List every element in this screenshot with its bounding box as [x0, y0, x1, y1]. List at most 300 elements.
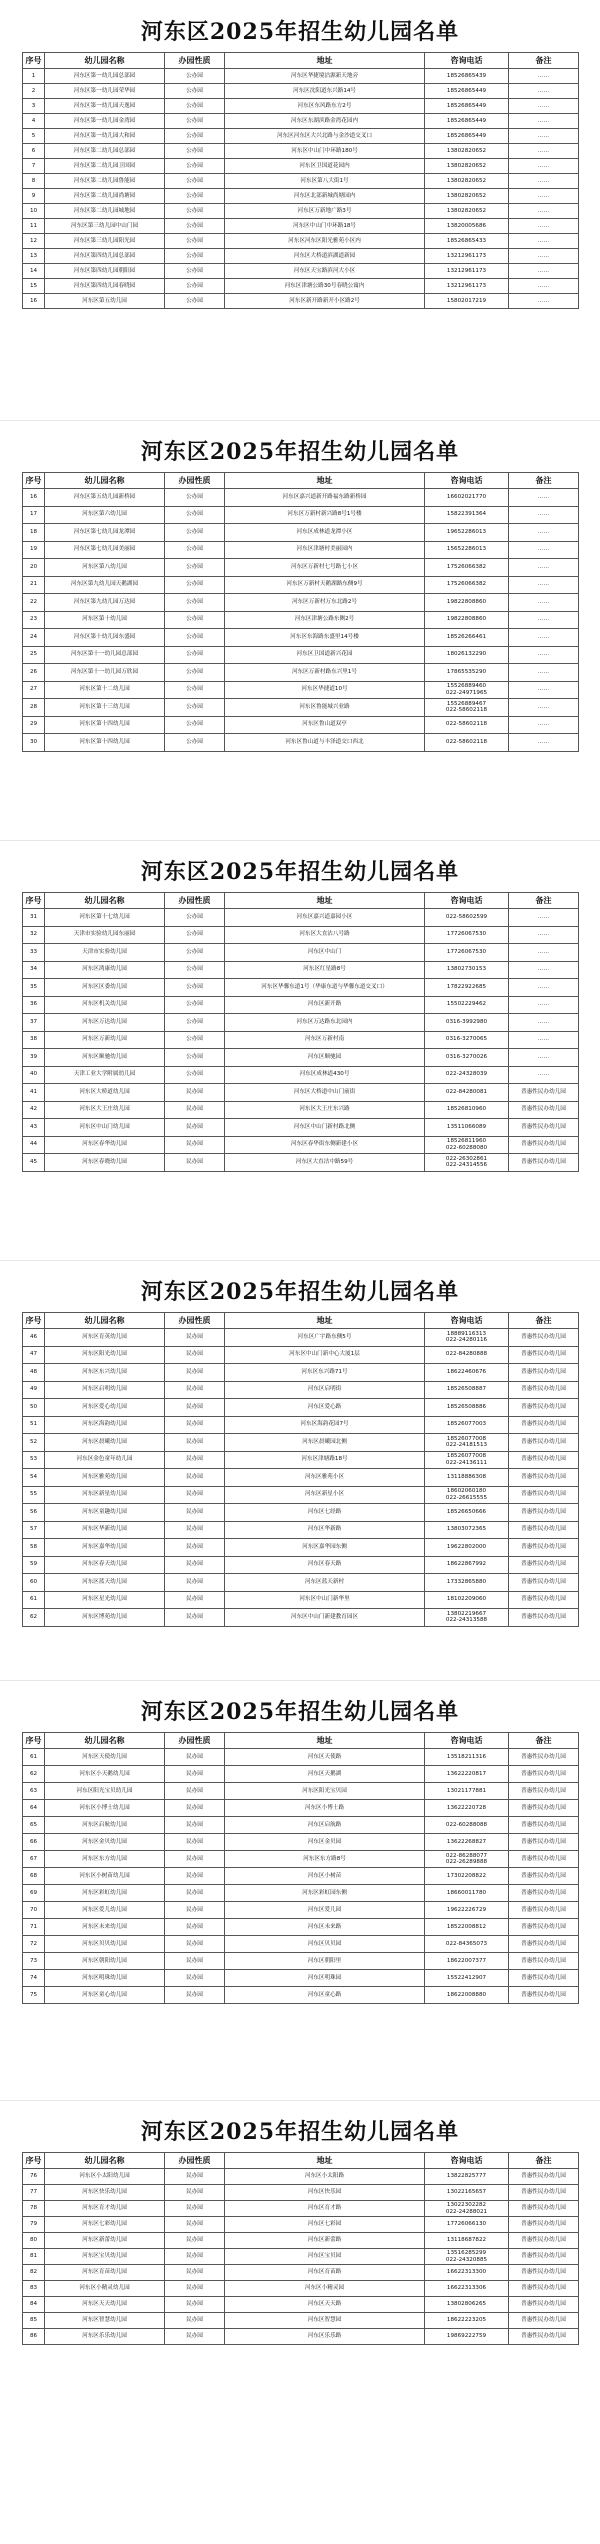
remark: ……	[509, 996, 579, 1014]
school-type: 民办园	[165, 1953, 225, 1970]
page-divider	[0, 1680, 600, 1681]
remark: 普惠性民办幼儿园	[509, 1451, 579, 1469]
school-type: 民办园	[165, 1101, 225, 1119]
column-header: 咨询电话	[425, 1733, 509, 1749]
kindergarten-name: 河东区朝阳幼儿园	[45, 1953, 165, 1970]
school-type: 民办园	[165, 1817, 225, 1834]
phone: 18526508887	[425, 1381, 509, 1399]
row-number: 86	[23, 2329, 45, 2345]
table-row	[23, 1049, 579, 1067]
table-row	[23, 2217, 579, 2233]
address: 河东区鲁山道双亭	[225, 716, 425, 734]
column-header: 序号	[23, 1733, 45, 1749]
address: 河东区爱儿园	[225, 1902, 425, 1919]
row-number: 35	[23, 979, 45, 997]
table-row	[23, 2281, 579, 2297]
row-number: 59	[23, 1556, 45, 1574]
address: 河东区快乐园	[225, 2185, 425, 2201]
school-type: 民办园	[165, 1574, 225, 1592]
table-row	[23, 961, 579, 979]
list-page	[0, 428, 600, 745]
kindergarten-name: 河东区大桥道幼儿园	[45, 1084, 165, 1102]
phone: 13802820652	[425, 159, 509, 174]
row-number: 34	[23, 961, 45, 979]
page-title: 河东区2025年招生幼儿园名单	[140, 2119, 460, 2145]
school-type: 民办园	[165, 2201, 225, 2217]
table-header	[23, 1313, 579, 1329]
column-header: 地址	[225, 893, 425, 909]
school-type: 民办园	[165, 2297, 225, 2313]
address: 河东区中山门中环路18号	[225, 219, 425, 234]
phone: 18526865449	[425, 114, 509, 129]
row-number: 52	[23, 1434, 45, 1452]
row-number: 77	[23, 2185, 45, 2201]
kindergarten-name: 河东区阳光宝贝幼儿园	[45, 1783, 165, 1800]
remark: 普惠性民办幼儿园	[509, 1591, 579, 1609]
kindergarten-name: 河东区鸿康幼儿园	[45, 961, 165, 979]
table-row	[23, 996, 579, 1014]
phone: 19822808860	[425, 611, 509, 629]
kindergarten-name: 河东区华新幼儿园	[45, 1521, 165, 1539]
phone: 13021177881	[425, 1783, 509, 1800]
school-type: 公办园	[165, 734, 225, 752]
phone: 13118687822	[425, 2233, 509, 2249]
remark: ……	[509, 646, 579, 664]
row-number: 45	[23, 1154, 45, 1172]
remark: ……	[509, 926, 579, 944]
table-row	[23, 129, 579, 144]
kindergarten-name: 河东区晨曦幼儿园	[45, 1434, 165, 1452]
table-row	[23, 294, 579, 309]
school-type: 民办园	[165, 1609, 225, 1627]
kindergarten-name: 河东区第二幼儿园城地园	[45, 204, 165, 219]
phone: 17726066130	[425, 2217, 509, 2233]
kindergarten-name: 河东区第十一幼儿园万欣园	[45, 664, 165, 682]
row-number: 61	[23, 1749, 45, 1766]
column-header: 序号	[23, 1313, 45, 1329]
table-row	[23, 1987, 579, 2004]
kindergarten-name: 河东区阳光幼儿园	[45, 1346, 165, 1364]
phone: 17726067530	[425, 944, 509, 962]
address: 河东区大桥道中山门前街	[225, 1084, 425, 1102]
row-number: 14	[23, 264, 45, 279]
school-type: 民办园	[165, 1346, 225, 1364]
kindergarten-name: 天津市实验幼儿园	[45, 944, 165, 962]
phone: 13820005686	[425, 219, 509, 234]
kindergarten-name: 河东区未来幼儿园	[45, 1919, 165, 1936]
table-row	[23, 1817, 579, 1834]
phone: 19822808860	[425, 594, 509, 612]
school-type: 民办园	[165, 1834, 225, 1851]
kindergarten-name: 河东区嘉华幼儿园	[45, 1539, 165, 1557]
remark: 普惠性民办幼儿园	[509, 2169, 579, 2185]
phone: 18026132290	[425, 646, 509, 664]
kindergarten-name: 河东区小太阳幼儿园	[45, 2169, 165, 2185]
school-type: 民办园	[165, 2329, 225, 2345]
remark: ……	[509, 279, 579, 294]
phone: 18526266461	[425, 629, 509, 647]
remark: 普惠性民办幼儿园	[509, 1574, 579, 1592]
column-header: 办园性质	[165, 893, 225, 909]
row-number: 26	[23, 664, 45, 682]
address: 河东区津塘公路30号春晓公寓内	[225, 279, 425, 294]
address: 河东区万新村南	[225, 1031, 425, 1049]
remark: ……	[509, 294, 579, 309]
table-row	[23, 1119, 579, 1137]
kindergarten-name: 河东区第一幼儿园天逸园	[45, 99, 165, 114]
address: 河东区广宇路东侧5号	[225, 1329, 425, 1347]
table-row	[23, 524, 579, 542]
table-row	[23, 1136, 579, 1154]
kindergarten-name: 河东区第四幼儿园朝阳园	[45, 264, 165, 279]
address: 河东区嘉兴道新开路福东路新桥园	[225, 489, 425, 507]
address: 河东区华捷道10号	[225, 681, 425, 699]
column-header: 咨询电话	[425, 53, 509, 69]
remark: 普惠性民办幼儿园	[509, 1381, 579, 1399]
kindergarten-name: 河东区第九幼儿园万达园	[45, 594, 165, 612]
remark: 普惠性民办幼儿园	[509, 1119, 579, 1137]
school-type: 公办园	[165, 996, 225, 1014]
address: 河东区鲁山道与丰泽道交口西北	[225, 734, 425, 752]
remark: 普惠性民办幼儿园	[509, 2313, 579, 2329]
phone: 0316-3270026	[425, 1049, 509, 1067]
school-type: 民办园	[165, 2169, 225, 2185]
school-type: 民办园	[165, 1591, 225, 1609]
address: 河东区卫国道花园内	[225, 159, 425, 174]
address: 河东区天鹅湖	[225, 1766, 425, 1783]
school-type: 公办园	[165, 926, 225, 944]
address: 河东区中山门新中心大厦1层	[225, 1346, 425, 1364]
school-type: 公办园	[165, 204, 225, 219]
address: 河东区春华街东侧新建小区	[225, 1136, 425, 1154]
table-row	[23, 1539, 579, 1557]
table-row	[23, 506, 579, 524]
school-type: 公办园	[165, 174, 225, 189]
remark: 普惠性民办幼儿园	[509, 1970, 579, 1987]
kindergarten-name: 河东区第九幼儿园天鹅湖园	[45, 576, 165, 594]
table-row	[23, 1416, 579, 1434]
page-title: 河东区2025年招生幼儿园名单	[140, 1699, 460, 1725]
remark: ……	[509, 541, 579, 559]
column-header: 幼儿园名称	[45, 1733, 165, 1749]
phone: 17332865880	[425, 1574, 509, 1592]
remark: 普惠性民办幼儿园	[509, 1609, 579, 1627]
row-number: 6	[23, 144, 45, 159]
phone: 022-58602118	[425, 716, 509, 734]
row-number: 47	[23, 1346, 45, 1364]
remark: ……	[509, 524, 579, 542]
table-row	[23, 204, 579, 219]
table-row	[23, 159, 579, 174]
kindergarten-name: 河东区第十幼儿园	[45, 611, 165, 629]
row-number: 49	[23, 1381, 45, 1399]
kindergarten-name: 河东区明珠幼儿园	[45, 1970, 165, 1987]
row-number: 42	[23, 1101, 45, 1119]
kindergarten-name: 河东区第一幼儿园总部园	[45, 69, 165, 84]
table-row	[23, 909, 579, 927]
row-number: 81	[23, 2249, 45, 2265]
address: 河东区智慧园	[225, 2313, 425, 2329]
row-number: 54	[23, 1469, 45, 1487]
remark: ……	[509, 264, 579, 279]
school-type: 民办园	[165, 2217, 225, 2233]
kindergarten-table	[22, 52, 579, 309]
school-type: 公办园	[165, 699, 225, 717]
kindergarten-name: 河东区爱心幼儿园	[45, 1399, 165, 1417]
school-type: 公办园	[165, 84, 225, 99]
column-header: 咨询电话	[425, 1313, 509, 1329]
remark: 普惠性民办幼儿园	[509, 1987, 579, 2004]
table-row	[23, 734, 579, 752]
table-row	[23, 1556, 579, 1574]
address: 河东区中山门新建教育园区	[225, 1609, 425, 1627]
phone: 15802017219	[425, 294, 509, 309]
address: 河东区北部新城尚塘园内	[225, 189, 425, 204]
remark: ……	[509, 629, 579, 647]
kindergarten-name: 河东区金色童年幼儿园	[45, 1451, 165, 1469]
kindergarten-name: 河东区第七幼儿园美丽园	[45, 541, 165, 559]
row-number: 16	[23, 294, 45, 309]
page-title: 河东区2025年招生幼儿园名单	[140, 859, 460, 885]
school-type: 民办园	[165, 1364, 225, 1382]
phone: 13802820652	[425, 189, 509, 204]
school-type: 民办园	[165, 1434, 225, 1452]
address: 河东区天宝路滨河大小区	[225, 264, 425, 279]
address: 河东区万新村天鹅湖路东侧9号	[225, 576, 425, 594]
remark: 普惠性民办幼儿园	[509, 1364, 579, 1382]
page-title: 河东区2025年招生幼儿园名单	[140, 439, 460, 465]
address: 河东区新蕾路	[225, 2233, 425, 2249]
kindergarten-name: 河东区博苑幼儿园	[45, 1609, 165, 1627]
kindergarten-name: 河东区春天幼儿园	[45, 1556, 165, 1574]
table-row	[23, 1381, 579, 1399]
school-type: 公办园	[165, 129, 225, 144]
phone: 19869222759	[425, 2329, 509, 2345]
table-row	[23, 559, 579, 577]
school-type: 民办园	[165, 2233, 225, 2249]
remark: ……	[509, 489, 579, 507]
phone: 18526865449	[425, 84, 509, 99]
phone: 18602060180 022-26615555	[425, 1486, 509, 1504]
phone: 13802219667 022-24313588	[425, 1609, 509, 1627]
phone: 15652286013	[425, 541, 509, 559]
row-number: 17	[23, 506, 45, 524]
school-type: 民办园	[165, 1416, 225, 1434]
school-type: 公办园	[165, 1066, 225, 1084]
phone: 17865535290	[425, 664, 509, 682]
phone: 13511066089	[425, 1119, 509, 1137]
school-type: 公办园	[165, 189, 225, 204]
table-row	[23, 944, 579, 962]
row-number: 20	[23, 559, 45, 577]
table-row	[23, 279, 579, 294]
kindergarten-table	[22, 892, 579, 1172]
phone: 18526077003	[425, 1416, 509, 1434]
kindergarten-name: 河东区七彩幼儿园	[45, 2217, 165, 2233]
remark: 普惠性民办幼儿园	[509, 1136, 579, 1154]
column-header: 幼儿园名称	[45, 893, 165, 909]
kindergarten-name: 河东区育苗幼儿园	[45, 2265, 165, 2281]
table-row	[23, 1469, 579, 1487]
column-header: 幼儿园名称	[45, 2153, 165, 2169]
school-type: 民办园	[165, 1486, 225, 1504]
table-row	[23, 69, 579, 84]
address: 河东区万新村七号路七小区	[225, 559, 425, 577]
address: 河东区新星小区	[225, 1486, 425, 1504]
page-divider	[0, 840, 600, 841]
list-page	[0, 848, 600, 1169]
row-number: 11	[23, 219, 45, 234]
column-header: 幼儿园名称	[45, 53, 165, 69]
address: 河东区小太阳路	[225, 2169, 425, 2185]
list-page	[0, 1688, 600, 1998]
column-header: 备注	[509, 2153, 579, 2169]
school-type: 公办园	[165, 944, 225, 962]
school-type: 民办园	[165, 1084, 225, 1102]
kindergarten-name: 河东区小树苗幼儿园	[45, 1868, 165, 1885]
row-number: 21	[23, 576, 45, 594]
kindergarten-name: 河东区第十一幼儿园总部园	[45, 646, 165, 664]
column-header: 备注	[509, 473, 579, 489]
kindergarten-name: 河东区智慧幼儿园	[45, 2313, 165, 2329]
remark: 普惠性民办幼儿园	[509, 1486, 579, 1504]
phone: 15502229462	[425, 996, 509, 1014]
address: 河东区育苗路	[225, 2265, 425, 2281]
kindergarten-name: 河东区彩虹幼儿园	[45, 1885, 165, 1902]
remark: ……	[509, 559, 579, 577]
column-header: 序号	[23, 893, 45, 909]
remark: ……	[509, 961, 579, 979]
row-number: 46	[23, 1329, 45, 1347]
school-type: 民办园	[165, 2185, 225, 2201]
column-header: 地址	[225, 1313, 425, 1329]
kindergarten-name: 河东区第一幼儿园大和园	[45, 129, 165, 144]
kindergarten-name: 河东区第五幼儿园新桥园	[45, 489, 165, 507]
address: 河东区嘉华园东侧	[225, 1539, 425, 1557]
kindergarten-name: 河东区第七幼儿园龙潭园	[45, 524, 165, 542]
remark: ……	[509, 611, 579, 629]
kindergarten-name: 河东区第一幼儿园金湾园	[45, 114, 165, 129]
remark: ……	[509, 979, 579, 997]
row-number: 3	[23, 99, 45, 114]
row-number: 75	[23, 1987, 45, 2004]
kindergarten-name: 河东区爱儿幼儿园	[45, 1902, 165, 1919]
remark: ……	[509, 144, 579, 159]
address: 河东区雅苑小区	[225, 1469, 425, 1487]
phone: 022-84365073	[425, 1936, 509, 1953]
kindergarten-name: 河东区第六幼儿园	[45, 506, 165, 524]
school-type: 公办园	[165, 559, 225, 577]
row-number: 4	[23, 114, 45, 129]
table-row	[23, 664, 579, 682]
address: 河东区蓝天新村	[225, 1574, 425, 1592]
phone: 13802730153	[425, 961, 509, 979]
address: 河东区贝贝园	[225, 1936, 425, 1953]
remark: 普惠性民办幼儿园	[509, 1834, 579, 1851]
address: 河东区大桥道滨湖道新园	[225, 249, 425, 264]
school-type: 民办园	[165, 1504, 225, 1522]
address: 河东区天天路	[225, 2297, 425, 2313]
school-type: 民办园	[165, 1766, 225, 1783]
remark: 普惠性民办幼儿园	[509, 1539, 579, 1557]
address: 河东区卫国道新兴花园	[225, 646, 425, 664]
address: 河东区第八大街1号	[225, 174, 425, 189]
row-number: 12	[23, 234, 45, 249]
phone: 13802806265	[425, 2297, 509, 2313]
table-row	[23, 1591, 579, 1609]
kindergarten-name: 河东区区委幼儿园	[45, 979, 165, 997]
row-number: 69	[23, 1885, 45, 1902]
phone: 19652286013	[425, 524, 509, 542]
column-header: 办园性质	[165, 473, 225, 489]
remark: ……	[509, 734, 579, 752]
address: 河东区沈阳道东兴路14号	[225, 84, 425, 99]
table-row	[23, 489, 579, 507]
remark: 普惠性民办幼儿园	[509, 1851, 579, 1868]
address: 河东区河东区大兴北路与金沙道交叉口	[225, 129, 425, 144]
school-type: 公办园	[165, 114, 225, 129]
row-number: 80	[23, 2233, 45, 2249]
phone: 18660011780	[425, 1885, 509, 1902]
row-number: 65	[23, 1817, 45, 1834]
remark: ……	[509, 909, 579, 927]
address: 河东区嘉兴道嘉园小区	[225, 909, 425, 927]
column-header: 序号	[23, 2153, 45, 2169]
row-number: 31	[23, 909, 45, 927]
address: 河东区中山门	[225, 944, 425, 962]
school-type: 民办园	[165, 2313, 225, 2329]
kindergarten-name: 河东区第十三幼儿园	[45, 699, 165, 717]
school-type: 公办园	[165, 249, 225, 264]
school-type: 公办园	[165, 961, 225, 979]
column-header: 咨询电话	[425, 2153, 509, 2169]
school-type: 民办园	[165, 1783, 225, 1800]
kindergarten-name: 河东区顺驰幼儿园	[45, 1049, 165, 1067]
school-type: 公办园	[165, 219, 225, 234]
address: 河东区华新路	[225, 1521, 425, 1539]
table-row	[23, 1399, 579, 1417]
column-header: 咨询电话	[425, 473, 509, 489]
table-row	[23, 1902, 579, 1919]
page-divider	[0, 2100, 600, 2101]
phone: 18522008812	[425, 1919, 509, 1936]
phone: 17526066382	[425, 576, 509, 594]
table-row	[23, 1521, 579, 1539]
table-row	[23, 1346, 579, 1364]
phone: 16622313300	[425, 2265, 509, 2281]
row-number: 38	[23, 1031, 45, 1049]
kindergarten-name: 河东区第二幼儿园总部园	[45, 144, 165, 159]
phone: 13518211316	[425, 1749, 509, 1766]
column-header: 备注	[509, 893, 579, 909]
remark: ……	[509, 129, 579, 144]
phone: 18526077008 022-24181513	[425, 1434, 509, 1452]
row-number: 30	[23, 734, 45, 752]
table-row	[23, 1970, 579, 1987]
row-number: 55	[23, 1486, 45, 1504]
phone: 15526889467 022-58602118	[425, 699, 509, 717]
kindergarten-name: 河东区第十二幼儿园	[45, 681, 165, 699]
remark: 普惠性民办幼儿园	[509, 1469, 579, 1487]
address: 河东区中山门新华里	[225, 1591, 425, 1609]
school-type: 民办园	[165, 1902, 225, 1919]
row-number: 72	[23, 1936, 45, 1953]
address: 河东区东湖滨路金湾花园内	[225, 114, 425, 129]
kindergarten-name: 河东区第一幼儿园荣华园	[45, 84, 165, 99]
row-number: 10	[23, 204, 45, 219]
kindergarten-name: 天津市实验幼儿园东丽园	[45, 926, 165, 944]
row-number: 76	[23, 2169, 45, 2185]
